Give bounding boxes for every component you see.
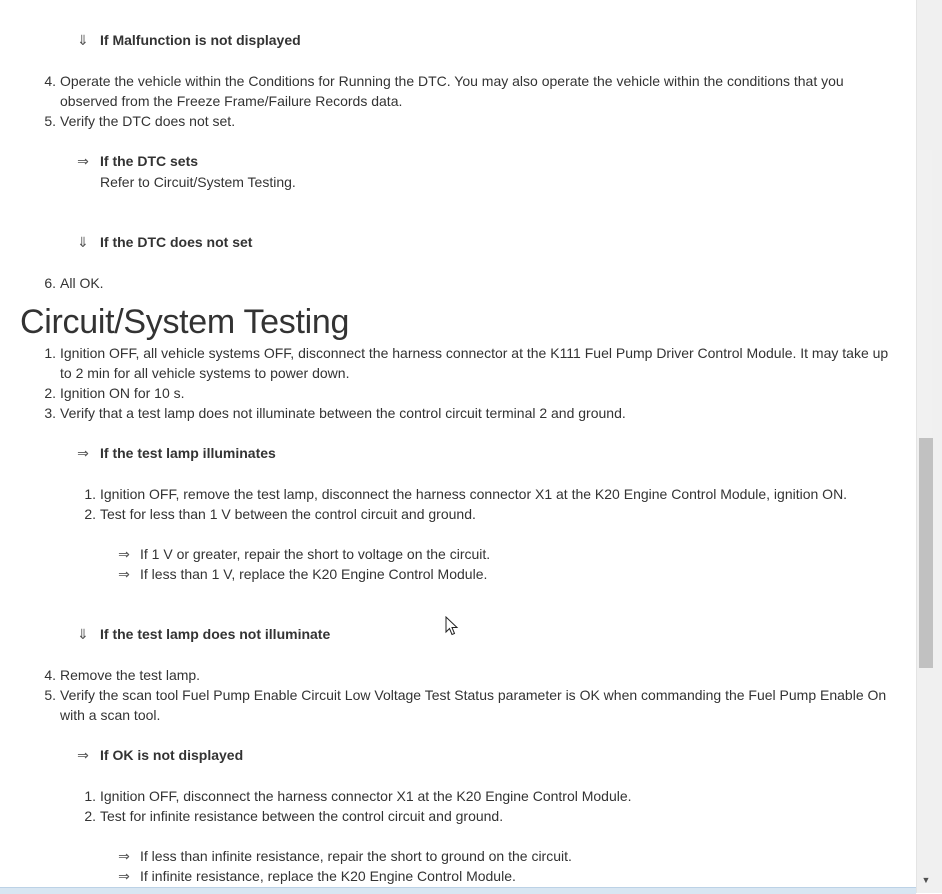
right-arrow-icon: ⇒	[118, 566, 130, 582]
step-text: observed from the Freeze Frame/Failure Records data.	[60, 93, 403, 109]
substep-number: 2.	[84, 808, 96, 824]
substep-number: 2.	[84, 506, 96, 522]
result-text: If less than 1 V, replace the K20 Engine Control Module.	[140, 566, 488, 582]
malfunction-not-displayed-label: If Malfunction is not displayed	[100, 32, 301, 48]
step-text: Remove the test lamp.	[60, 667, 201, 683]
right-arrow-icon: ⇒	[77, 747, 89, 763]
step-number: 4.	[44, 73, 56, 89]
step-text: Verify that a test lamp does not illuminate between the control circuit terminal 2 and ground.	[60, 405, 626, 421]
ok-not-displayed-label: If OK is not displayed	[100, 747, 244, 763]
step-number: 5.	[44, 687, 56, 703]
down-arrow-icon: ⇓	[77, 626, 89, 642]
step-number: 1.	[44, 345, 56, 361]
step-number: 2.	[44, 385, 56, 401]
scrollbar-thumb[interactable]	[919, 438, 933, 668]
result-text: If infinite resistance, replace the K20 Engine Control Module.	[140, 868, 516, 884]
refer-link-text: Refer to Circuit/System Testing.	[100, 174, 296, 190]
step-number: 6.	[44, 275, 56, 291]
step-text: Verify the DTC does not set.	[60, 113, 236, 129]
mouse-pointer-icon	[445, 616, 459, 636]
right-arrow-icon: ⇒	[118, 546, 130, 562]
down-arrow-icon: ⇓	[77, 234, 89, 250]
substep-text: Ignition OFF, disconnect the harness connector X1 at the K20 Engine Control Module.	[100, 788, 632, 804]
step-text: Ignition ON for 10 s.	[60, 385, 185, 401]
step-text: to 2 min for all vehicle systems to power down.	[60, 365, 350, 381]
substep-number: 1.	[84, 788, 96, 804]
result-text: If 1 V or greater, repair the short to voltage on the circuit.	[140, 546, 491, 562]
substep-text: Test for infinite resistance between the control circuit and ground.	[100, 808, 504, 824]
lamp-not-illuminate-label: If the test lamp does not illuminate	[100, 626, 331, 642]
step-number: 3.	[44, 405, 56, 421]
down-arrow-icon: ⇓	[77, 32, 89, 48]
step-number: 4.	[44, 667, 56, 683]
scrollbar-track[interactable]	[917, 150, 932, 438]
lamp-illuminates-label: If the test lamp illuminates	[100, 445, 276, 461]
step-text: Ignition OFF, all vehicle systems OFF, disconnect the harness connector at the K111 Fuel Pump Driver Control Module. It may take up	[60, 345, 889, 361]
substep-text: Ignition OFF, remove the test lamp, disconnect the harness connector X1 at the K20 Engine Control Module, ignition ON.	[100, 486, 848, 502]
step-text: All OK.	[60, 275, 104, 291]
section-title: Circuit/System Testing	[20, 303, 350, 341]
result-text: If less than infinite resistance, repair the short to ground on the circuit.	[140, 848, 572, 864]
step-number: 5.	[44, 113, 56, 129]
scroll-down-arrow-icon[interactable]: ▼	[921, 875, 931, 885]
step-text: Verify the scan tool Fuel Pump Enable Circuit Low Voltage Test Status parameter is OK when commanding the Fuel Pump Enable On	[60, 687, 887, 703]
right-arrow-icon: ⇒	[118, 868, 130, 884]
step-text: with a scan tool.	[60, 707, 161, 723]
right-arrow-icon: ⇒	[77, 445, 89, 461]
step-text: Operate the vehicle within the Conditions for Running the DTC. You may also operate the vehicle within the conditions that you	[60, 73, 844, 89]
right-arrow-icon: ⇒	[118, 848, 130, 864]
substep-text: Test for less than 1 V between the control circuit and ground.	[100, 506, 476, 522]
substep-number: 1.	[84, 486, 96, 502]
dtc-sets-label: If the DTC sets	[100, 153, 199, 169]
dtc-not-set-label: If the DTC does not set	[100, 234, 253, 250]
right-arrow-icon: ⇒	[77, 153, 89, 169]
